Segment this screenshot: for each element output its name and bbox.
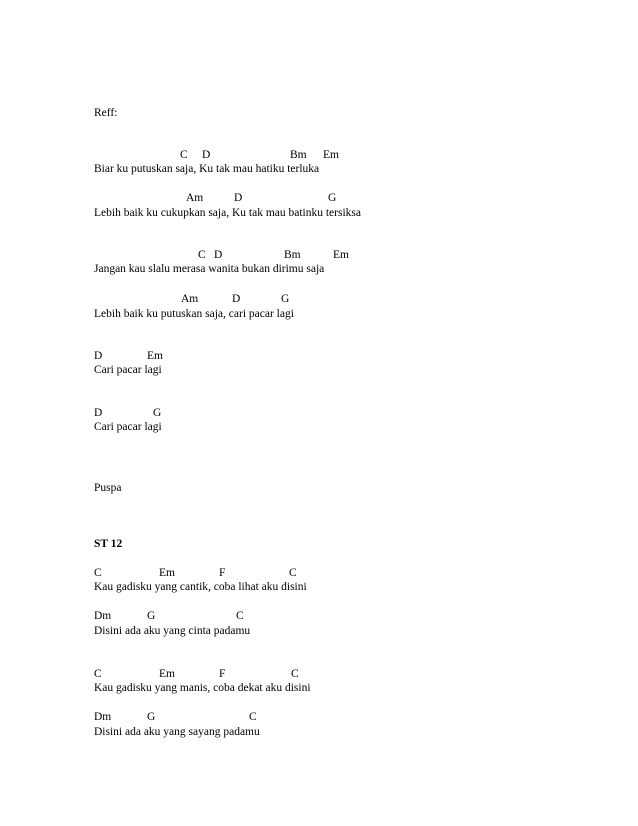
lyric-line: Lebih baik ku cukupkan saja, Ku tak mau batinku tersiksa (94, 207, 361, 219)
chord: D (214, 249, 223, 261)
chord: C (289, 567, 297, 579)
chord: Em (323, 149, 339, 161)
lyric-line: Disini ada aku yang sayang padamu (94, 726, 260, 738)
chord: C (180, 149, 188, 161)
chord: G (147, 711, 156, 723)
lyric-line: Disini ada aku yang cinta padamu (94, 625, 251, 637)
lyric-line: Kau gadisku yang manis, coba dekat aku disini (94, 682, 311, 694)
chord: D (202, 149, 211, 161)
chord: Am (186, 192, 204, 204)
chord: Em (147, 350, 163, 362)
artist-name: Puspa (94, 482, 122, 494)
chord: Em (159, 668, 175, 680)
chord: Am (181, 293, 199, 305)
chord: C (94, 668, 102, 680)
chord: G (328, 192, 337, 204)
chord: C (198, 249, 206, 261)
chord: Dm (94, 711, 112, 723)
chord: Em (333, 249, 349, 261)
chord: Bm (284, 249, 301, 261)
chord: F (219, 567, 226, 579)
lyric-line: Cari pacar lagi (94, 364, 162, 376)
lyric-line: Jangan kau slalu merasa wanita bukan dirimu saja (94, 263, 325, 275)
chord: D (234, 192, 243, 204)
chord: C (94, 567, 102, 579)
lyric-line: Lebih baik ku putuskan saja, cari pacar lagi (94, 308, 294, 320)
section-heading-reff: Reff: (94, 107, 118, 119)
song-title: ST 12 (94, 538, 123, 550)
chord: D (94, 350, 103, 362)
lyric-line: Kau gadisku yang cantik, coba lihat aku disini (94, 581, 307, 593)
chord: Em (159, 567, 175, 579)
chord: C (291, 668, 299, 680)
lyric-line: Biar ku putuskan saja, Ku tak mau hatiku terluka (94, 163, 320, 175)
chord: G (281, 293, 290, 305)
chord: D (94, 407, 103, 419)
chord: G (153, 407, 162, 419)
chord: C (236, 610, 244, 622)
chord: Dm (94, 610, 112, 622)
chord: Bm (290, 149, 307, 161)
chord: G (147, 610, 156, 622)
chord: C (249, 711, 257, 723)
lyric-line: Cari pacar lagi (94, 421, 162, 433)
chord: F (219, 668, 226, 680)
chord: D (232, 293, 241, 305)
